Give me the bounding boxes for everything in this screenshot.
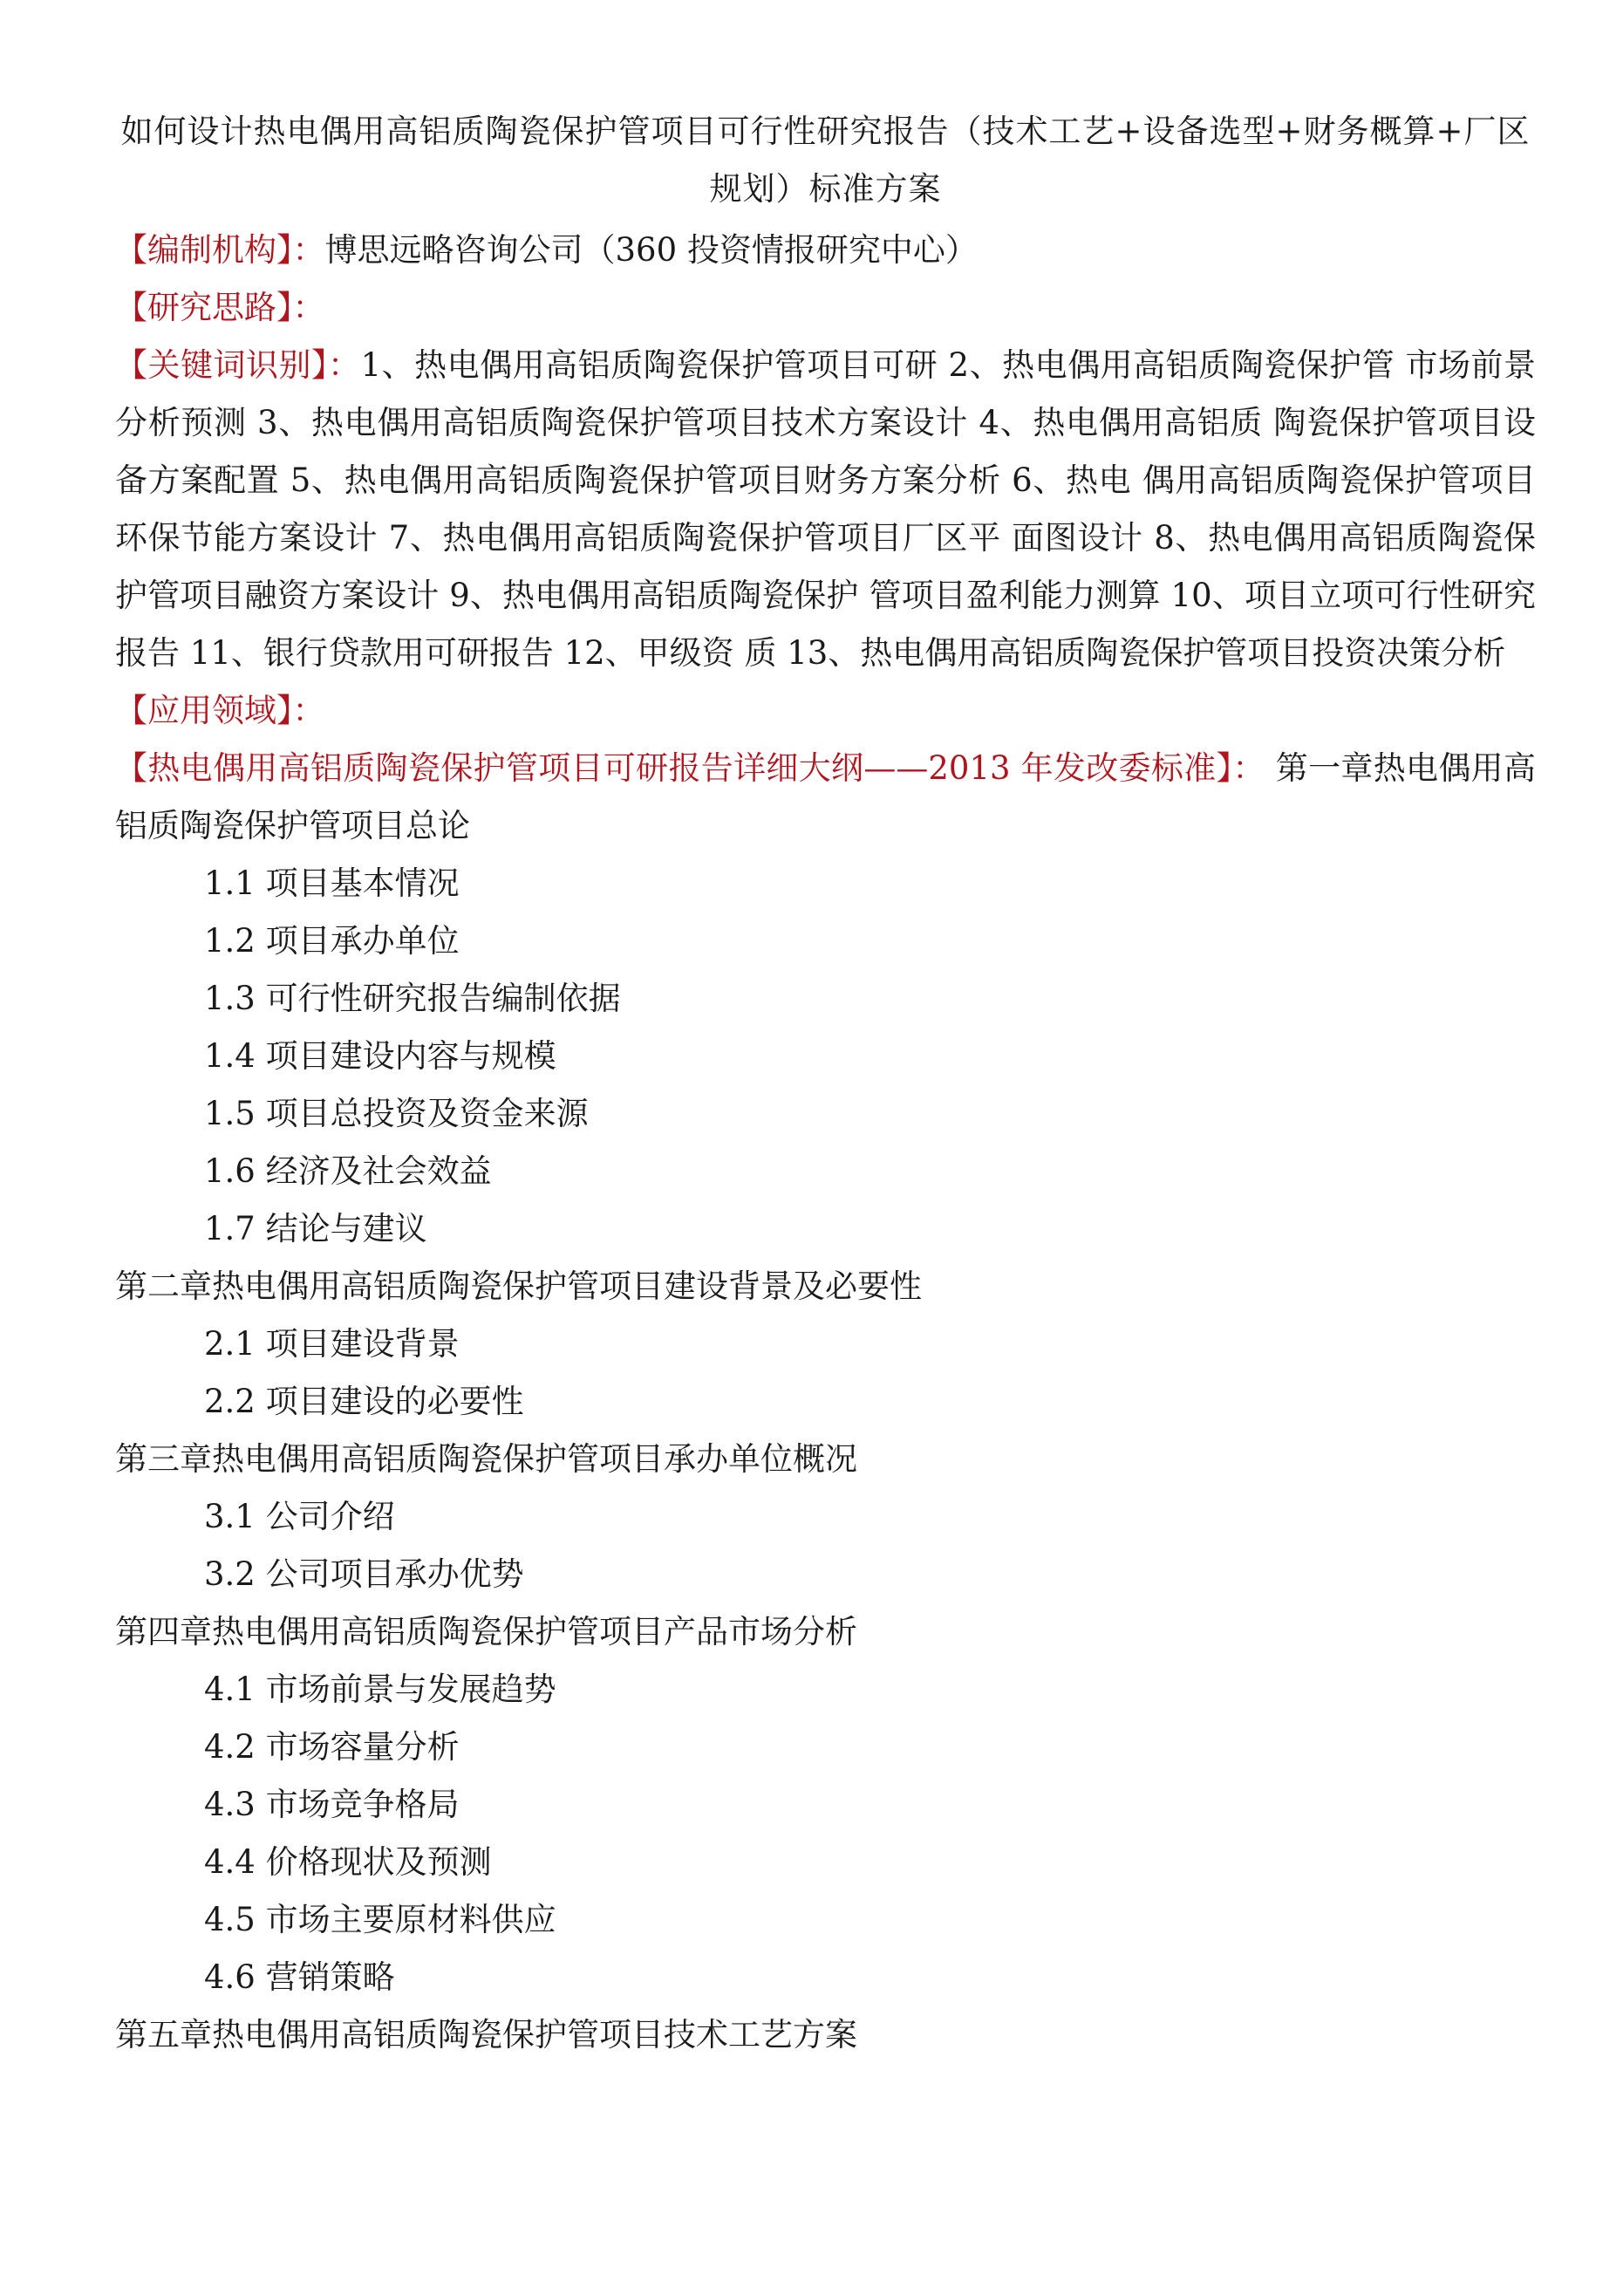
keywords-paragraph [115, 337, 1536, 682]
section-item: 4.2 市场容量分析 [204, 1728, 460, 1766]
section-item: 3.2 公司项目承办优势 [204, 1555, 524, 1593]
chapter-1-title: 第一章热电偶用高铝质陶瓷保护管项目总论 [115, 749, 1536, 844]
apply-line [115, 682, 1536, 740]
section-item: 2.1 项目建设背景 [204, 1325, 460, 1363]
idea-label: 【研究思路】： [115, 289, 325, 326]
section-item: 1.5 项目总投资及资金来源 [204, 1095, 589, 1132]
org-value: 博思远略咨询公司（360 投资情报研究中心） [324, 231, 978, 269]
chapter-4-title: 第四章热电偶用高铝质陶瓷保护管项目产品市场分析 [115, 1613, 857, 1650]
section-item: 2.2 项目建设的必要性 [204, 1383, 524, 1420]
keywords-text: 1、热电偶用高铝质陶瓷保护管项目可研 2、热电偶用高铝质陶瓷保护管 市场前景分析预测 3、热电偶用高铝质陶瓷保护管项目技术方案设计 4、热电偶用高铝质 陶瓷保护管项目设备方案配置 5、热电偶用高铝质陶瓷保护管项目财务方案分析 6、热电 偶用高铝质陶瓷保护管项目环保节能方案设计 7、热电偶用高铝质陶瓷保护管项目厂区平 面图设计 8、热电偶用高铝质陶瓷保护管项目融资方案设计 9、热电偶用高铝质陶瓷保护 管项目盈利能力测算 10、项目立项可行性研究报告 11、银行贷款用可研报告 12、甲级资 质 13、热电偶用高铝质陶瓷保护管项目投资决策分析 [115, 346, 1537, 672]
chapter-3-title: 第三章热电偶用高铝质陶瓷保护管项目承办单位概况 [115, 1440, 857, 1478]
section-item: 4.5 市场主要原材料供应 [204, 1901, 556, 1938]
outline-paragraph [115, 740, 1536, 855]
chapter-4-sections [115, 1661, 1536, 2006]
section-item: 1.2 项目承办单位 [204, 922, 460, 960]
chapter-1-sections [115, 855, 1536, 1258]
section-item: 1.7 结论与建议 [204, 1210, 427, 1247]
keywords-label: 【关键词识别】： [115, 346, 361, 384]
idea-line [115, 279, 1536, 337]
section-item: 3.1 公司介绍 [204, 1498, 395, 1535]
section-item: 1.1 项目基本情况 [204, 864, 460, 902]
chapter-2-sections [115, 1315, 1536, 1431]
document-title: 如何设计热电偶用高铝质陶瓷保护管项目可行性研究报告（技术工艺+设备选型+财务概算+厂区规划）标准方案 [120, 113, 1531, 208]
org-label: 【编制机构】： [115, 231, 325, 269]
apply-label: 【应用领域】： [115, 692, 325, 729]
section-item: 4.6 营销策略 [204, 1958, 395, 1996]
section-item: 1.6 经济及社会效益 [204, 1152, 492, 1190]
outline-label: 【热电偶用高铝质陶瓷保护管项目可研报告详细大纲——2013 年发改委标准】： [115, 749, 1265, 787]
section-item: 4.1 市场前景与发展趋势 [204, 1671, 556, 1708]
org-line [115, 222, 1536, 279]
section-item: 1.3 可行性研究报告编制依据 [204, 980, 621, 1017]
chapter-3-sections [115, 1488, 1536, 1603]
chapter-5-title: 第五章热电偶用高铝质陶瓷保护管项目技术工艺方案 [115, 2016, 857, 2053]
section-item: 4.4 价格现状及预测 [204, 1843, 492, 1881]
section-item: 4.3 市场竞争格局 [204, 1786, 460, 1823]
section-item: 1.4 项目建设内容与规模 [204, 1037, 556, 1075]
chapter-2-title: 第二章热电偶用高铝质陶瓷保护管项目建设背景及必要性 [115, 1268, 922, 1305]
